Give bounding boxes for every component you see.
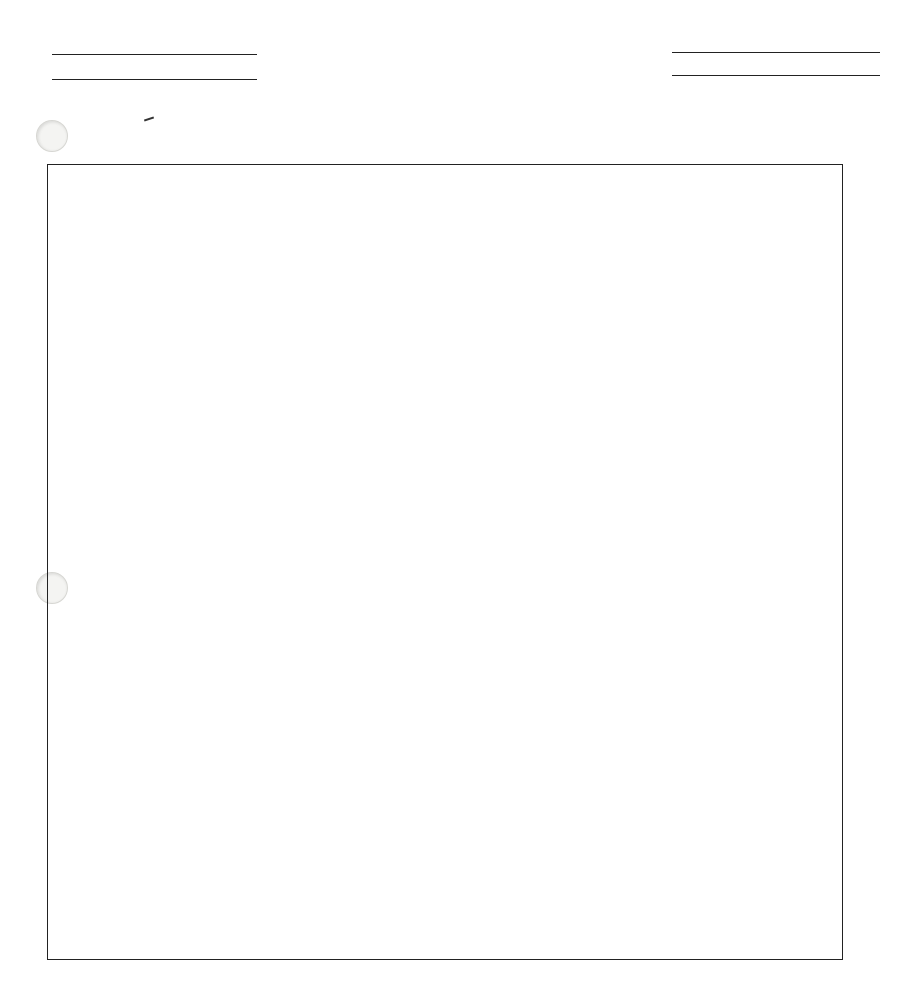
date-time: [672, 36, 880, 53]
binder-hole-top: [36, 120, 68, 152]
pen-mark: [144, 117, 154, 122]
header-right: [672, 36, 880, 76]
exercise-title: [52, 55, 257, 80]
course-title: [52, 30, 257, 55]
header-left: [52, 30, 257, 80]
location: [672, 59, 880, 76]
drawing-grid: [47, 164, 843, 960]
